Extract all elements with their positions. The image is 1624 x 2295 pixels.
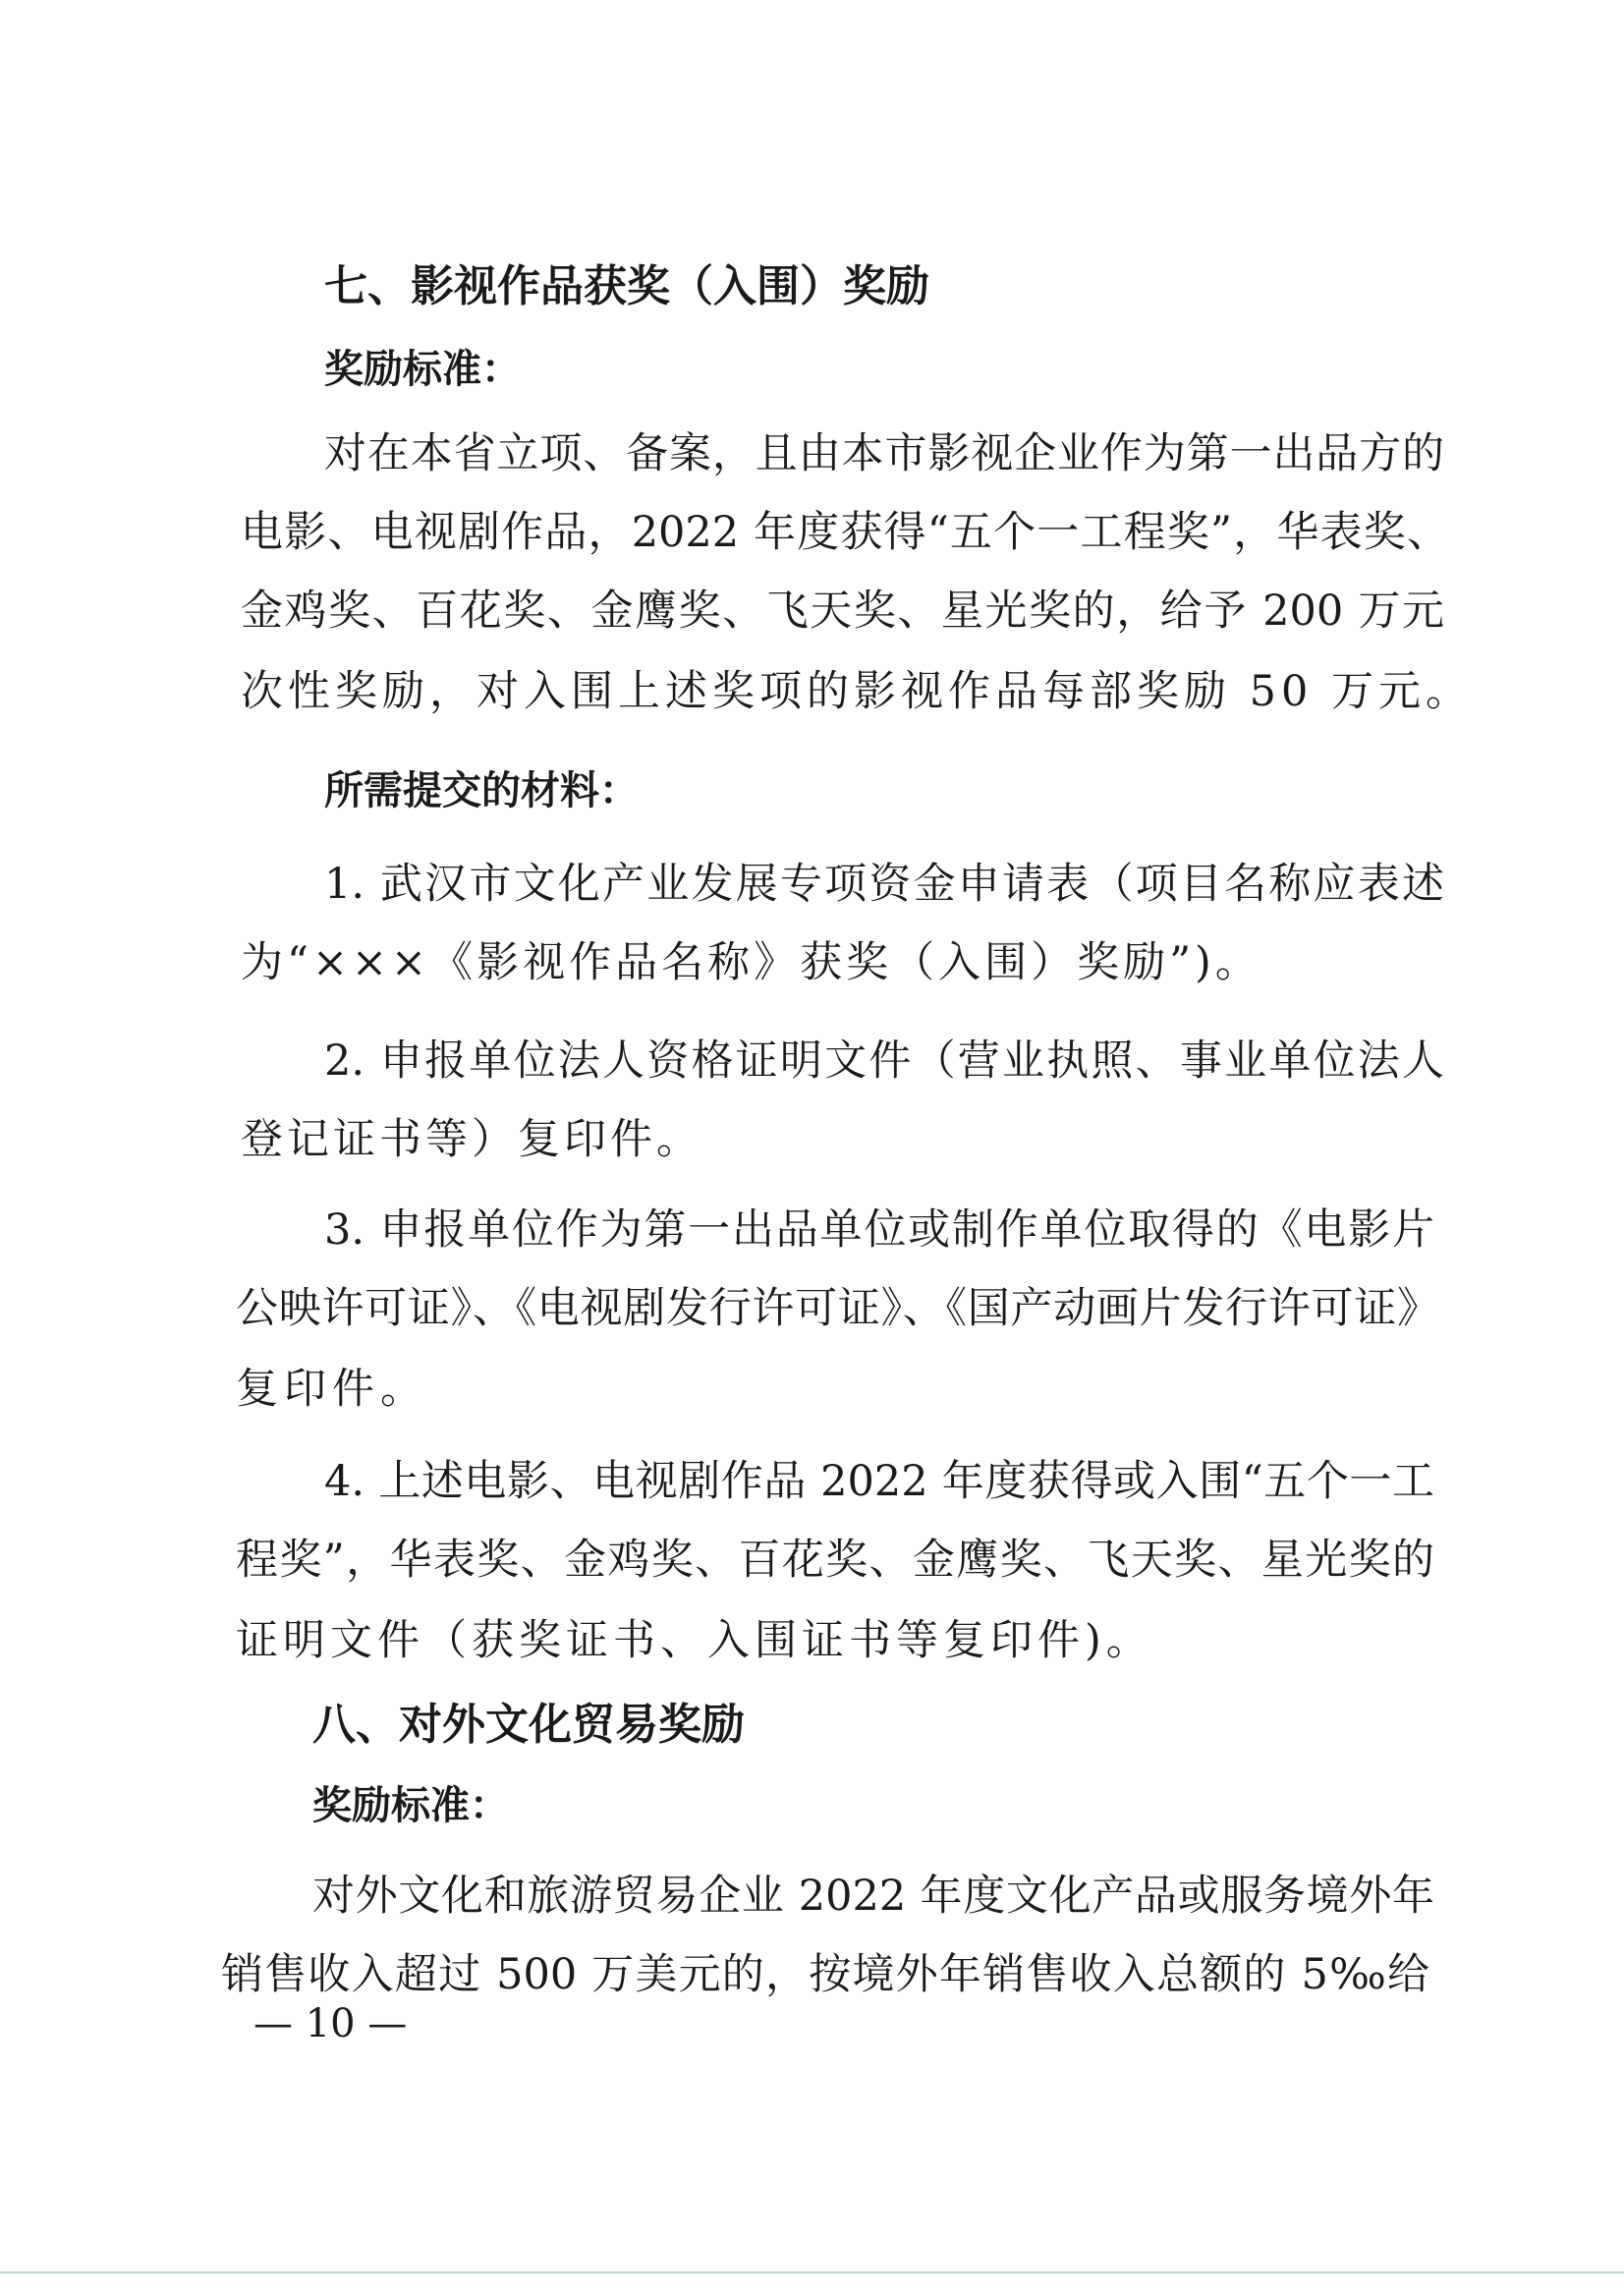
- paragraph-line: 电影、电视剧作品，2022 年度获得“五个一工程奖”，华表奖、: [241, 508, 1449, 557]
- materials-label: 所需提交的材料：: [324, 767, 639, 813]
- paragraph-line: 金鸡奖、百花奖、金鹰奖、飞天奖、星光奖的，给予 200 万元: [241, 587, 1444, 636]
- list-item-line: 2. 申报单位法人资格证明文件（营业执照、事业单位法人: [324, 1036, 1444, 1086]
- page-number: — 10 —: [253, 2001, 408, 2046]
- list-item-line: 登记证书等）复印件。: [241, 1115, 702, 1164]
- scan-edge-line: [0, 2271, 1624, 2273]
- reward-standard-label: 奖励标准：: [312, 1782, 509, 1828]
- section-heading-7: 七、影视作品获奖（入围）奖励: [324, 261, 929, 311]
- list-item-line: 复印件。: [236, 1365, 428, 1414]
- paragraph-line: 对外文化和旅游贸易企业 2022 年度文化产品或服务境外年: [312, 1872, 1434, 1921]
- list-item-line: 程奖”，华表奖、金鸡奖、百花奖、金鹰奖、飞天奖、星光奖的: [236, 1536, 1434, 1585]
- reward-standard-label: 奖励标准：: [324, 346, 521, 392]
- paragraph-line: 对在本省立项、备案，且由本市影视企业作为第一出品方的: [324, 429, 1444, 478]
- paragraph-line: 次性奖励，对入围上述奖项的影视作品每部奖励 50 万元。: [241, 667, 1474, 716]
- list-item-line: 公映许可证》、《电视剧发行许可证》、《国产动画片发行许可证》: [236, 1284, 1439, 1333]
- paragraph-line: 销售收入超过 500 万美元的，按境外年销售收入总额的 5‰给: [221, 1950, 1429, 1999]
- list-item-line: 3. 申报单位作为第一出品单位或制作单位取得的《电影片: [324, 1205, 1434, 1255]
- list-item-line: 1. 武汉市文化产业发展专项资金申请表（项目名称应表述: [324, 860, 1444, 909]
- list-item-line: 4. 上述电影、电视剧作品 2022 年度获得或入围“五个一工: [324, 1457, 1434, 1506]
- section-heading-8: 八、对外文化贸易奖励: [312, 1700, 745, 1750]
- list-item-line: 为“×××《影视作品名称》获奖（入围）奖励”)。: [241, 938, 1261, 987]
- list-item-line: 证明文件（获奖证书、入围证书等复印件)。: [236, 1616, 1153, 1665]
